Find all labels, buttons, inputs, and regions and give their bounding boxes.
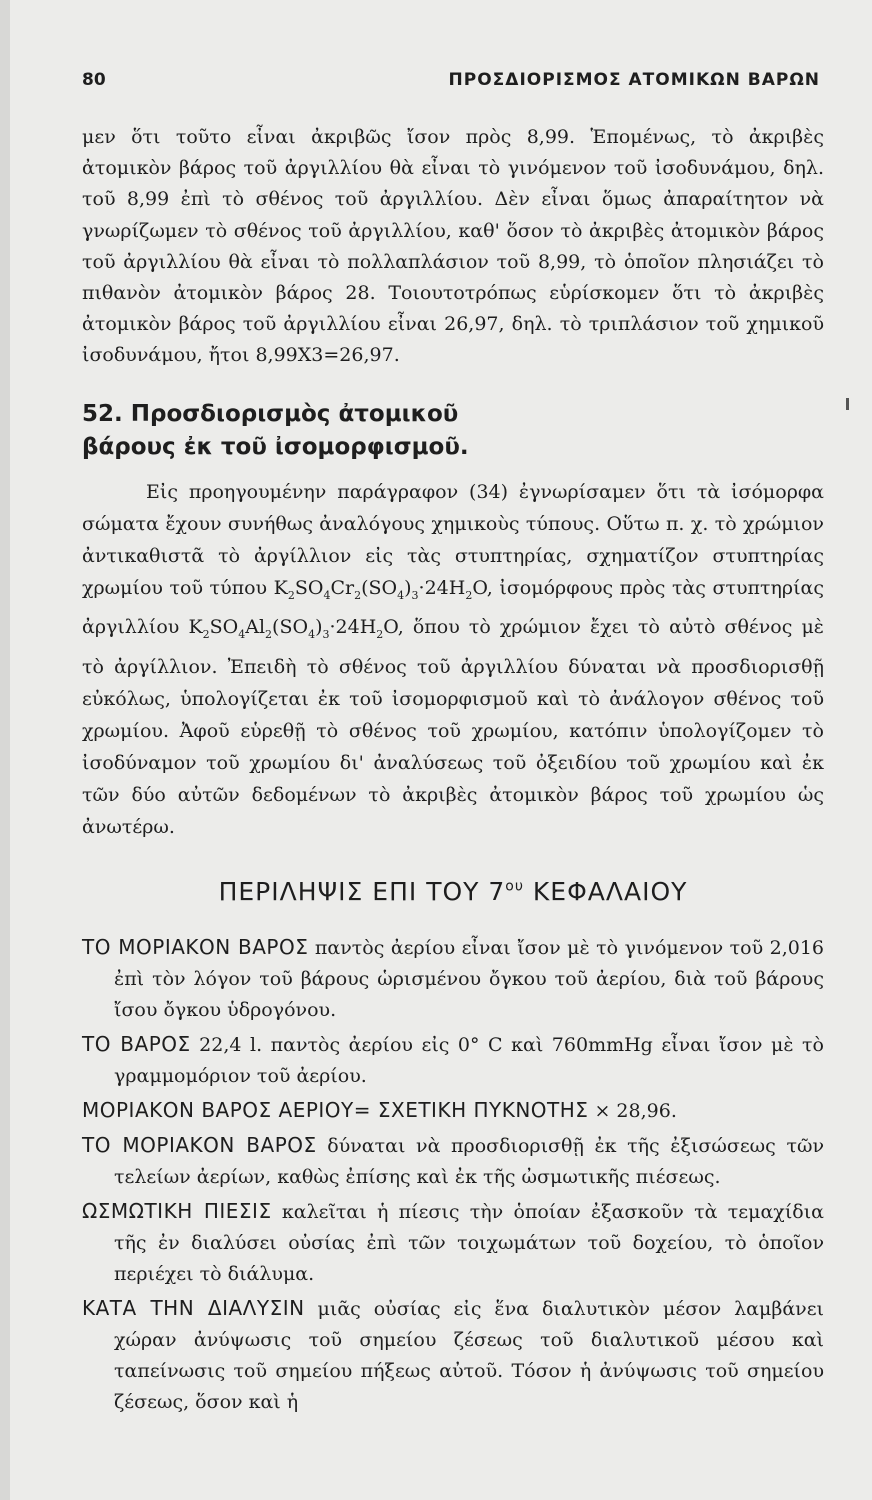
paragraph-text-b: , ἰσομόρφους πρὸς τὰς στυπτηρίας ἀργιλλίου [82,576,825,639]
entry-text: × 28,96. [588,1100,677,1123]
summary-entry [82,1130,824,1193]
summary-entry [82,1095,824,1127]
entry-text: καλεῖται ἡ πίεσις τὴν ὁποίαν ἐξασκοῦν τὰ τεμαχίδια τῆς ἐν διαλύσει οὐσίας ἐπὶ τῶν τοιχωμάτων τοῦ δοχείου, τὸ ὁποῖον περιέχει τὸ διάλυμα. [114,1201,824,1286]
summary-list [82,932,824,1418]
entry-term: ΩΣΜΩΤΙΚΗ ΠΙΕΣΙΣ [82,1199,272,1224]
section-title-line-2: βάρους ἐκ τοῦ ἰσομορφισμοῦ. [82,433,469,460]
page-number: 80 [82,70,106,90]
section-title-line-1: 52. Προσδιορισμὸς ἀτομικοῦ [82,400,459,427]
paragraph-text-a: Εἰς προηγουμένην παράγραφον (34) ἐγνωρίσαμεν ὅτι τὰ ἰσόμορφα σώματα ἔχουν συνήθως ἀναλόγους χημικοὺς τύπους. Οὕτω π. χ. τὸ χρώμιον ἀντικαθιστᾶ τὸ ἀργίλλιον εἰς τὰς στυπτηρίας, σχηματίζον στυπτηρίας χρωμίου τοῦ τύπου [82,480,824,599]
entry-term: ΜΟΡΙΑΚΟΝ ΒΑΡΟΣ ΑΕΡΙΟΥ= ΣΧΕΤΙΚΗ ΠΥΚΝΟΤΗΣ [82,1098,589,1123]
entry-term: ΚΑΤΑ ΤΗΝ ΔΙΑΛΥΣΙΝ [82,1296,305,1321]
margin-mark [846,398,849,410]
page-header [82,66,820,96]
summary-entry [82,1293,824,1418]
paragraph-text-c: , ὅπου τὸ χρώμιον ἔχει τὸ αὐτὸ σθένος μὲ τὸ ἀργίλλιον. Ἐπειδὴ τὸ σθένος τοῦ ἀργιλλίου δύναται νὰ προσδιορισθῇ εὐκόλως, ὑπολογίζεται ἐκ τοῦ ἰσομορφισμοῦ καὶ τὸ ἀνάλογον σθένος τοῦ χρωμίου. Ἀφοῦ εὑρεθῇ τὸ σθένος τοῦ χρωμίου, κατόπιν ὑπολογίζομεν τὸ ἰσοδύναμον τοῦ χρωμίου δι' ἀναλύσεως τοῦ ὀξειδίου τοῦ χρωμίου καὶ ἐκ τῶν δύο αὐτῶν δεδομένων τὸ ἀκριβὲς ἀτομικὸν βάρος τοῦ χρωμίου ὡς ἀνωτέρω. [82,616,824,839]
entry-text: μιᾶς οὐσίας εἰς ἕνα διαλυτικὸν μέσον λαμβάνει χώραν ἀνύψωσις τοῦ σημείου ζέσεως τοῦ διαλυτικοῦ μέσου καὶ ταπείνωσις τοῦ σημείου πήξεως αὐτοῦ. Τόσον ἡ ἀνύψωσις τοῦ σημείου ζέσεως, ὅσον καὶ ἡ [114,1298,824,1414]
page-body [82,122,824,1421]
section-title [82,398,824,464]
isomorphism-paragraph [82,476,824,844]
aluminium-alum-formula: $K_2SO_4Al_2(SO_4)_3\cdot 24H_2O$ [188,616,398,642]
summary-entry [82,932,824,1026]
intro-paragraph: μεν ὅτι τοῦτο εἶναι ἀκριβῶς ἴσον πρὸς 8,99. Ἑπομένως, τὸ ἀκριβὲς ἀτομικὸν βάρος τοῦ ἀργιλλίου θὰ εἶναι τὸ γινόμενον τοῦ ἰσοδυνάμου, δηλ. τοῦ 8,99 ἐπὶ τὸ σθένος τοῦ ἀργιλλίου. Δὲν εἶναι ὅμως ἀπαραίτητον νὰ γνωρίζωμεν τὸ σθένος τοῦ ἀργιλλίου, καθ' ὅσον τὸ ἀκριβὲς ἀτομικὸν βάρος τοῦ ἀργιλλίου θὰ εἶναι τὸ πολλαπλάσιον τοῦ 8,99, τὸ ὁποῖον πλησιάζει τὸ πιθανὸν ἀτομικὸν βάρος 28. Τοιουτοτρόπως εὑρίσκομεν ὅτι τὸ ἀκριβὲς ἀτομικὸν βάρος τοῦ ἀργιλλίου εἶναι 26,97, δηλ. τὸ τριπλάσιον τοῦ χημικοῦ ἰσοδυνάμου, ἤτοι 8,99X3=26,97. [82,126,824,367]
summary-heading: ΠΕΡΙΛΗΨΙΣ ΕΠΙ ΤΟΥ $7^{o\upsilon}$ ΚΕΦΑΛΑΙΟΥ [218,877,688,907]
chromium-alum-formula: $K_2SO_4Cr_2(SO_4)_3\cdot 24H_2O$ [273,576,487,602]
summary-entry [82,1196,824,1290]
entry-text: 22,4 l. παντὸς ἀερίου εἰς 0° C καὶ 760mmHg εἶναι ἴσον μὲ τὸ γραμμομόριον τοῦ ἀερίου. [114,1034,824,1088]
summary-entry [82,1029,824,1092]
page-edge-shadow [0,0,10,1500]
entry-term: ΤΟ ΜΟΡΙΑΚΟΝ ΒΑΡΟΣ [82,935,309,960]
running-title: ΠΡΟΣΔΙΟΡΙΣΜΟΣ ΑΤΟΜΙΚΩΝ ΒΑΡΩΝ [448,70,820,90]
entry-term: ΤΟ ΜΟΡΙΑΚΟΝ ΒΑΡΟΣ [82,1133,317,1158]
entry-term: ΤΟ ΒΑΡΟΣ [82,1032,191,1057]
entry-text: δύναται νὰ προσδιορισθῇ ἐκ τῆς ἐξισώσεως τῶν τελείων ἀερίων, καθὼς ἐπίσης καὶ ἐκ τῆς ὠσμωτικῆς πιέσεως. [114,1135,824,1189]
entry-text: παντὸς ἀερίου εἶναι ἴσον μὲ τὸ γινόμενον τοῦ 2,016 ἐπὶ τὸν λόγον τοῦ βάρους ὡρισμένου ὄγκου τοῦ ἀερίου, διὰ τοῦ βάρους ἴσου ὄγκου ὑδρογόνου. [114,937,824,1022]
